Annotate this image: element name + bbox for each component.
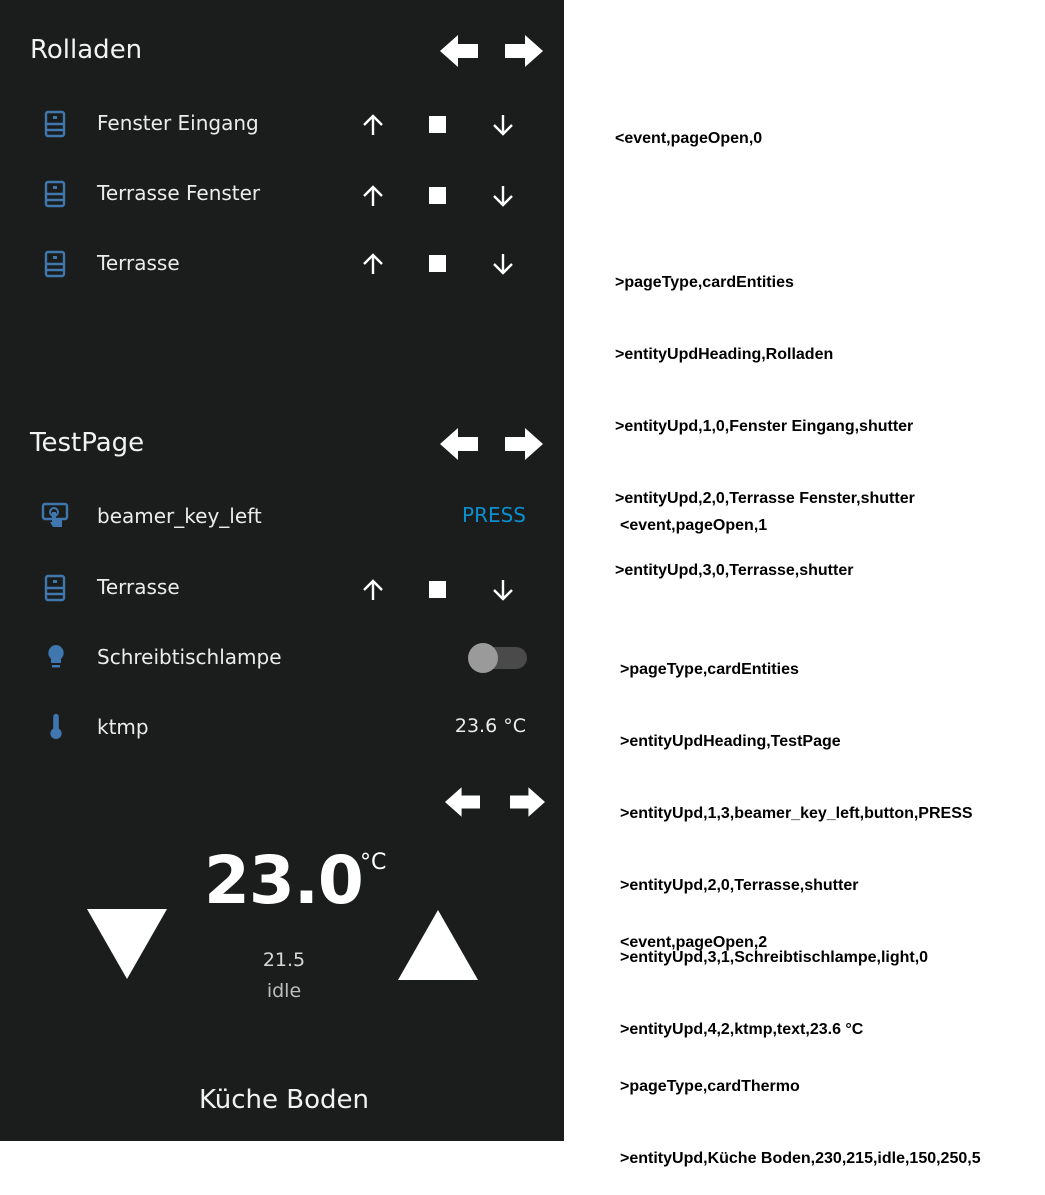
light-toggle[interactable] <box>468 646 527 668</box>
log-line: >entityUpd,1,3,beamer_key_left,button,PRESS <box>620 805 973 822</box>
window-shutter-icon <box>43 180 67 208</box>
page-heading: Rolladen <box>30 35 143 65</box>
arrow-right-icon[interactable] <box>505 428 543 460</box>
log-line: >pageType,cardEntities <box>615 274 794 291</box>
entity-label: Schreibtischlampe <box>97 645 282 669</box>
entity-label: Fenster Eingang <box>97 111 259 135</box>
gesture-tap-button-icon <box>41 502 69 530</box>
target-temperature: 23.0 <box>204 842 363 919</box>
stop-icon[interactable] <box>426 578 450 602</box>
entity-label: Terrasse Fenster <box>97 181 261 205</box>
log-line: <event,pageOpen,0 <box>615 130 763 147</box>
log-line: >entityUpd,3,0,Terrasse,shutter <box>615 562 854 579</box>
entity-label: Terrasse <box>97 575 180 599</box>
lightbulb-icon <box>44 643 68 671</box>
log-line: >entityUpdHeading,Rolladen <box>615 346 834 363</box>
entity-label: beamer_key_left <box>97 504 262 528</box>
window-shutter-icon <box>43 574 67 602</box>
window-shutter-icon <box>43 110 67 138</box>
log-line: >entityUpd,4,2,ktmp,text,23.6 °C <box>620 1021 864 1038</box>
stop-icon[interactable] <box>426 252 450 276</box>
log-line: <event,pageOpen,2 <box>620 934 768 951</box>
log-line <box>620 586 973 610</box>
temperature-up-button[interactable] <box>398 910 478 980</box>
stop-icon[interactable] <box>426 113 450 137</box>
log-line <box>620 1003 981 1027</box>
arrow-up-icon[interactable] <box>361 578 385 602</box>
log-line: >entityUpd,2,0,Terrasse,shutter <box>620 877 859 894</box>
entity-label: ktmp <box>97 715 149 739</box>
arrow-right-icon[interactable] <box>510 786 545 818</box>
arrow-left-icon[interactable] <box>445 786 480 818</box>
press-button[interactable]: PRESS <box>462 503 526 527</box>
arrow-up-icon[interactable] <box>361 252 385 276</box>
log-block <box>620 883 981 1195</box>
page-heading: TestPage <box>30 428 145 458</box>
hvac-status: idle <box>266 980 302 1002</box>
temperature-unit: °C <box>360 850 387 875</box>
entity-label: Terrasse <box>97 251 180 275</box>
log-line: >pageType,cardEntities <box>620 661 799 678</box>
arrow-down-icon[interactable] <box>491 578 515 602</box>
log-line: >entityUpd,Küche Boden,230,215,idle,150,250,5 <box>620 1150 981 1167</box>
log-line: >entityUpd,3,1,Schreibtischlampe,light,0 <box>620 949 929 966</box>
arrow-down-icon[interactable] <box>491 113 515 137</box>
arrow-left-icon[interactable] <box>440 428 478 460</box>
stop-icon[interactable] <box>426 184 450 208</box>
window-shutter-icon <box>43 250 67 278</box>
arrow-right-icon[interactable] <box>505 35 543 67</box>
toggle-knob <box>468 643 498 673</box>
arrow-up-icon[interactable] <box>361 113 385 137</box>
log-line: <event,pageOpen,1 <box>620 517 768 534</box>
current-temperature: 21.5 <box>262 949 306 971</box>
arrow-left-icon[interactable] <box>440 35 478 67</box>
log-line: >entityUpd,1,0,Fenster Eingang,shutter <box>615 418 914 435</box>
temperature-down-button[interactable] <box>87 909 167 979</box>
entity-value: 23.6 °C <box>454 715 526 737</box>
log-line <box>615 199 915 223</box>
arrow-down-icon[interactable] <box>491 184 515 208</box>
log-line: >entityUpd,2,0,Terrasse Fenster,shutter <box>615 490 915 507</box>
log-line: >pageType,cardThermo <box>620 1078 800 1095</box>
arrow-up-icon[interactable] <box>361 184 385 208</box>
thermometer-icon <box>46 712 66 740</box>
arrow-down-icon[interactable] <box>491 252 515 276</box>
log-line: >entityUpdHeading,TestPage <box>620 733 841 750</box>
thermostat-name: Küche Boden <box>199 1085 369 1115</box>
